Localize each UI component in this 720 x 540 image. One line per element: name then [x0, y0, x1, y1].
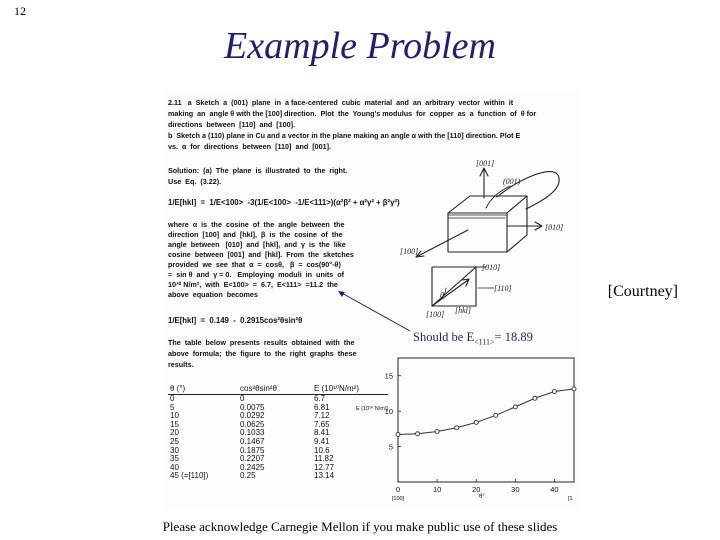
label-theta: θ [440, 291, 444, 300]
cell-e: 10.6 [314, 445, 330, 455]
table-intro-line-3: results. [168, 360, 194, 369]
x-end-label-100: [100] [391, 496, 405, 502]
cell-cos: 0.1875 [240, 445, 265, 455]
explanation-line-7: 10¹⁰ N/m², with E<100> = 6.7, E<111> =11.2 the [168, 280, 338, 289]
data-point [396, 433, 400, 437]
data-point [552, 390, 556, 394]
explanation-line-3: angle between [010] and [hkl], and γ is the like [168, 240, 346, 249]
problem-line-1: 2.11 a Sketch a (001) plane in a face-centered cubic material and an arbitrary vector within it [168, 98, 514, 107]
data-point [435, 430, 439, 434]
label-001: [001] [476, 159, 495, 168]
explanation-line-4: cosine between [001] and [hkl]. From the sketches [168, 250, 354, 259]
x-tick-label: 30 [511, 485, 520, 494]
data-point [494, 413, 498, 417]
cell-theta: 35 [170, 454, 179, 464]
header-e: E (10¹⁰N/m²) [312, 383, 388, 395]
label-100-a: [100] [400, 247, 419, 256]
data-point [572, 387, 576, 391]
explanation-line-1: where α is the cosine of the angle between the [168, 220, 345, 229]
explanation-line-2: direction [100] and [hkl], β is the cosine of the [168, 230, 343, 239]
explanation-line-5: provided we see that α = cosθ, β = cos(90°-θ) [168, 260, 341, 269]
cell-theta: 15 [170, 419, 179, 429]
cell-e: 9.41 [314, 436, 330, 446]
result-equation: 1/E[hkl] = 0.149 - 0.2915cos²θsin²θ [168, 316, 303, 325]
y-tick-label: 15 [384, 371, 393, 381]
data-point [513, 405, 517, 409]
cell-e: 6.7 [314, 394, 326, 403]
cell-e: 7.65 [314, 419, 330, 429]
label-110: [110] [494, 284, 512, 293]
label-hkl: [hkl] [455, 306, 471, 315]
cell-theta: 10 [170, 411, 179, 421]
cell-e: 11.82 [314, 454, 334, 464]
cell-theta: 5 [170, 402, 175, 412]
plot-frame [398, 358, 574, 482]
equation: 1/E[hkl] = 1/E<100> -3(1/E<100> -1/E<111>)(α²β² + α²γ² + β²γ²) [168, 198, 400, 207]
label-100-b: [100] [426, 310, 445, 319]
cell-e: 7.12 [314, 411, 330, 421]
cell-theta: 40 [170, 462, 179, 472]
footer: Please acknowledge Carnegie Mellon if you make public use of these slides [162, 519, 558, 534]
courtney-credit: [Courtney] [607, 283, 678, 300]
x-tick-label: 20 [472, 485, 481, 494]
cell-cos: 0 [240, 394, 245, 403]
problem-line-3: directions between [110] and [100]. [168, 120, 296, 129]
cell-theta: 30 [170, 445, 179, 455]
cell-cos: 0.2425 [240, 462, 265, 472]
table-intro-line-2: above formula; the figure to the right graphs these [168, 349, 357, 358]
header-cos: cos²θsin²θ [238, 383, 312, 395]
data-point [416, 432, 420, 436]
data-point [533, 396, 537, 400]
problem-line-2: making an angle θ with the [100] direction. Plot the Young's modulus for copper as a function of θ for [168, 109, 537, 118]
solution-line-2: Use Eq. (3.22). [168, 177, 222, 186]
cell-e: 6.81 [314, 402, 330, 412]
problem-line-4: b Sketch a (110) plane in Cu and a vector in the plane making an angle α with the [110] direction. Plot E [168, 131, 521, 140]
series-line [398, 389, 574, 435]
label-010-b: [010] [482, 263, 501, 272]
callout-text: Should be $E_{<111>}= 18.89$ [413, 330, 533, 347]
x-tick-label: 40 [550, 485, 559, 494]
problem-line-5: vs. α for directions between [110] and [001]. [168, 142, 331, 151]
header-theta: θ (°) [168, 383, 238, 395]
cell-e: 13.14 [314, 471, 335, 481]
cell-cos: 0.1033 [240, 428, 265, 438]
label-010-a: [010] [545, 223, 564, 232]
cell-e: 8.41 [314, 428, 330, 438]
explanation-line-6: = sin θ and γ = 0. Employing moduli in units of [168, 270, 345, 279]
y-tick-label: 5 [388, 442, 393, 452]
cell-cos: 0.0075 [240, 402, 265, 412]
solution-line-1: Solution: (a) The plane is illustrated to the right. [168, 166, 348, 175]
cell-cos: 0.25 [240, 471, 256, 481]
cell-cos: 0.1467 [240, 436, 265, 446]
x-axis-label: θ° [479, 494, 485, 500]
data-point [455, 426, 459, 430]
cell-cos: 0.0625 [240, 419, 265, 429]
cell-cos: 0.2207 [240, 454, 265, 464]
table-intro-line-1: The table below presents results obtained with the [168, 338, 355, 347]
y-axis-label: E (10¹⁰ N/m²) [356, 406, 389, 412]
x-tick-label: 0 [395, 485, 401, 494]
x-tick-label: 10 [432, 485, 442, 494]
cell-theta: 0 [170, 394, 175, 403]
slide-number: 12 [14, 4, 26, 18]
label-plane-001: (001) [503, 177, 521, 186]
cell-e: 12.77 [314, 462, 335, 472]
y-tick-label: 10 [384, 407, 393, 417]
cell-theta: 25 [170, 436, 179, 446]
x-end-label-110: [1 [568, 496, 573, 502]
cell-cos: 0.0292 [240, 411, 265, 421]
cell-theta: 45 (=[110]) [170, 471, 209, 481]
explanation-line-8: above equation becomes [168, 290, 258, 299]
data-point [474, 420, 478, 424]
cell-theta: 20 [170, 428, 179, 438]
slide-title: Example Problem [224, 25, 496, 67]
